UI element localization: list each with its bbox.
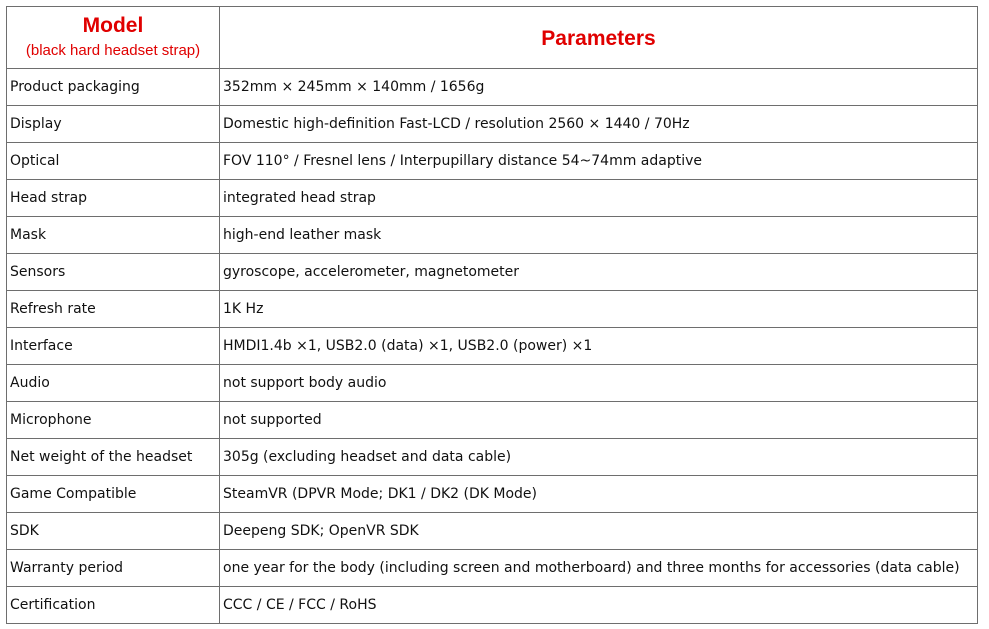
- row-label: Sensors: [7, 254, 220, 291]
- model-header-cell: [7, 7, 220, 69]
- row-value: 352mm × 245mm × 140mm / 1656g: [220, 69, 978, 106]
- table-row: [7, 365, 978, 402]
- table-row: [7, 217, 978, 254]
- table-row: [7, 550, 978, 587]
- row-value: not supported: [220, 402, 978, 439]
- row-value: FOV 110° / Fresnel lens / Interpupillary distance 54~74mm adaptive: [220, 143, 978, 180]
- row-label: Certification: [7, 587, 220, 624]
- model-header-subtitle: (black hard headset strap): [25, 42, 201, 59]
- table-row: [7, 143, 978, 180]
- table-row: [7, 402, 978, 439]
- row-label: Refresh rate: [7, 291, 220, 328]
- row-value: gyroscope, accelerometer, magnetometer: [220, 254, 978, 291]
- row-label: Interface: [7, 328, 220, 365]
- row-value: SteamVR (DPVR Mode; DK1 / DK2 (DK Mode): [220, 476, 978, 513]
- row-label: Net weight of the headset: [7, 439, 220, 476]
- table-row: [7, 291, 978, 328]
- row-label: SDK: [7, 513, 220, 550]
- row-value: integrated head strap: [220, 180, 978, 217]
- row-value: HMDI1.4b ×1, USB2.0 (data) ×1, USB2.0 (power) ×1: [220, 328, 978, 365]
- row-label: Mask: [7, 217, 220, 254]
- table-row: [7, 439, 978, 476]
- table-row: [7, 476, 978, 513]
- table-row: [7, 328, 978, 365]
- spec-table-body: [7, 69, 978, 624]
- table-row: [7, 69, 978, 106]
- row-value: one year for the body (including screen and motherboard) and three months for accessories (data cable): [220, 550, 978, 587]
- row-label: Head strap: [7, 180, 220, 217]
- row-label: Optical: [7, 143, 220, 180]
- row-label: Warranty period: [7, 550, 220, 587]
- table-row: [7, 180, 978, 217]
- table-header-row: [7, 7, 978, 69]
- row-value: not support body audio: [220, 365, 978, 402]
- row-value: high-end leather mask: [220, 217, 978, 254]
- row-value: 1K Hz: [220, 291, 978, 328]
- row-value: Deepeng SDK; OpenVR SDK: [220, 513, 978, 550]
- row-label: Game Compatible: [7, 476, 220, 513]
- row-value: 305g (excluding headset and data cable): [220, 439, 978, 476]
- row-label: Product packaging: [7, 69, 220, 106]
- parameters-header-cell: [220, 7, 978, 69]
- parameters-header-title: Parameters: [541, 26, 656, 50]
- table-row: [7, 106, 978, 143]
- table-row: [7, 587, 978, 624]
- row-value: Domestic high-definition Fast-LCD / resolution 2560 × 1440 / 70Hz: [220, 106, 978, 143]
- row-label: Microphone: [7, 402, 220, 439]
- table-row: [7, 513, 978, 550]
- row-label: Display: [7, 106, 220, 143]
- spec-table: [6, 6, 978, 624]
- row-value: CCC / CE / FCC / RoHS: [220, 587, 978, 624]
- table-row: [7, 254, 978, 291]
- model-header-title: Model: [82, 14, 144, 37]
- row-label: Audio: [7, 365, 220, 402]
